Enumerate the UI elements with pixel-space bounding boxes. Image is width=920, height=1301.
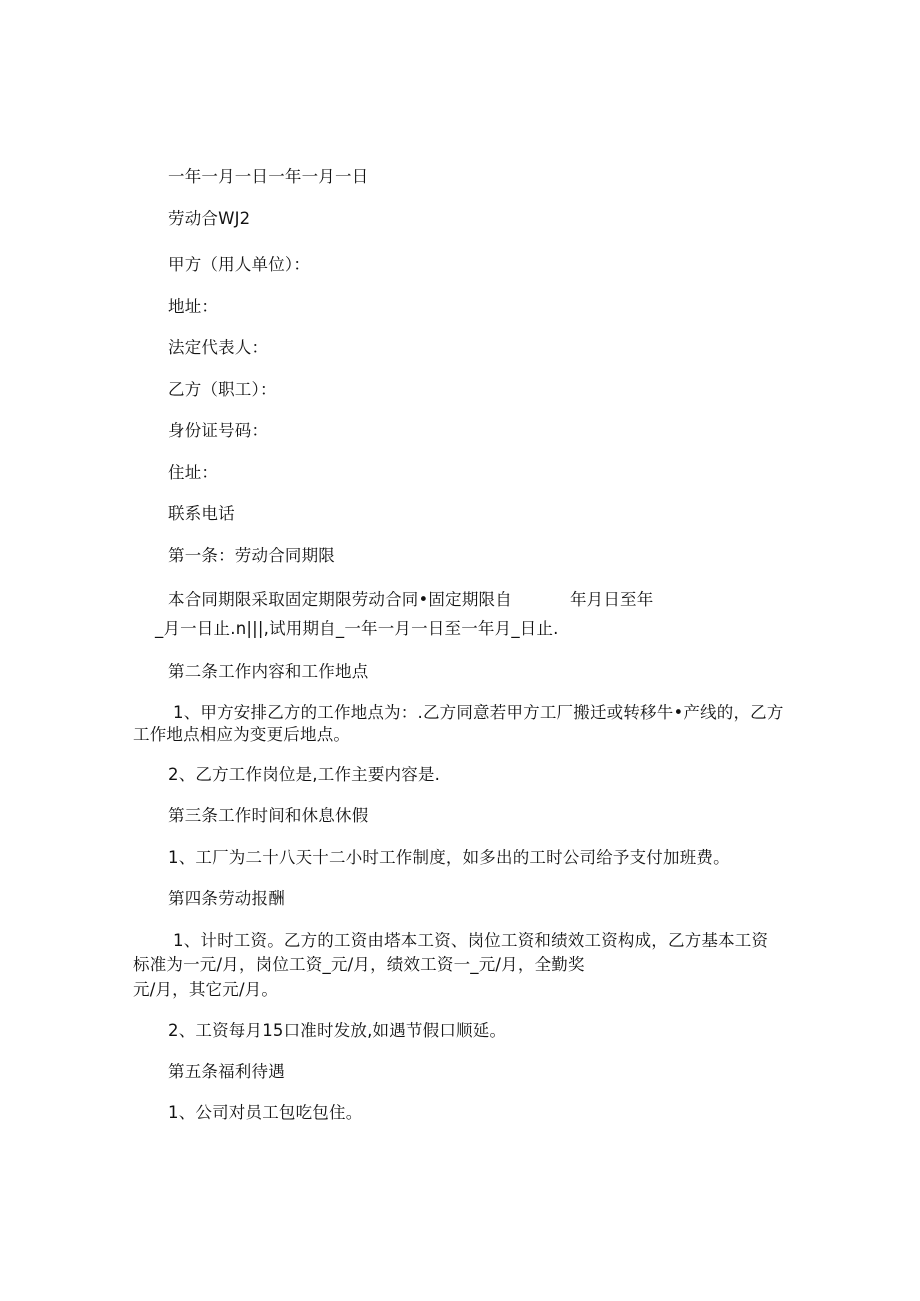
address-label: 地址： (168, 297, 219, 316)
phone-label: 联系电话 (168, 504, 235, 523)
article2-item1-line2: 工作地点相应为变更后地点。 (133, 725, 351, 744)
party-a-label: 甲方（用人单位）： (168, 255, 311, 274)
article1-line1-part1: 本合同期限采取固定期限劳动合同•固定期限自 (168, 590, 512, 609)
article2-item2: 2、乙方工作岗位是,工作主要内容是. (168, 765, 441, 784)
article4-title: 第四条劳动报酬 (168, 889, 285, 908)
party-b-label: 乙方（职工）： (168, 380, 277, 399)
article1-line2: _月一日止.n|||,试用期自_一年一月一日至一年月_日止. (155, 619, 559, 638)
article2-title: 第二条工作内容和工作地点 (168, 662, 369, 681)
id-number-label: 身份证号码： (168, 421, 269, 440)
article2-item1-line1: 1、甲方安排乙方的工作地点为：.乙方同意若甲方工厂搬迁或转移牛•产线的，乙方 (173, 703, 784, 722)
article5-item1: 1、公司对员工包吃包住。 (168, 1103, 363, 1122)
article5-title: 第五条福利待遇 (168, 1062, 285, 1081)
article4-item1-line2: 标准为一元/月，岗位工资_元/月，绩效工资一_元/月，全勤奖 (133, 955, 585, 974)
date-line: 一年一月一日一年一月一日 (168, 167, 369, 186)
legal-rep-label: 法定代表人： (168, 338, 269, 357)
article4-item2: 2、工资每月15口准时发放,如遇节假口顺延。 (168, 1021, 507, 1040)
article4-item1-line3: 元/月，其它元/月。 (133, 980, 279, 999)
residence-label: 住址： (168, 463, 219, 482)
article1-title: 第一条：劳动合同期限 (168, 546, 335, 565)
contract-title: 劳动合WJ2 (168, 209, 251, 228)
article3-item1: 1、工厂为二十八天十二小时工作制度，如多出的工时公司给予支付加班费。 (168, 848, 730, 867)
article3-title: 第三条工作时间和休息休假 (168, 806, 369, 825)
article1-line1-part2: 年月日至年 (569, 590, 654, 609)
article4-item1-line1: 1、计时工资。乙方的工资由塔本工资、岗位工资和绩效工资构成，乙方基本工资 (173, 931, 769, 950)
article1-line1 (168, 589, 653, 611)
